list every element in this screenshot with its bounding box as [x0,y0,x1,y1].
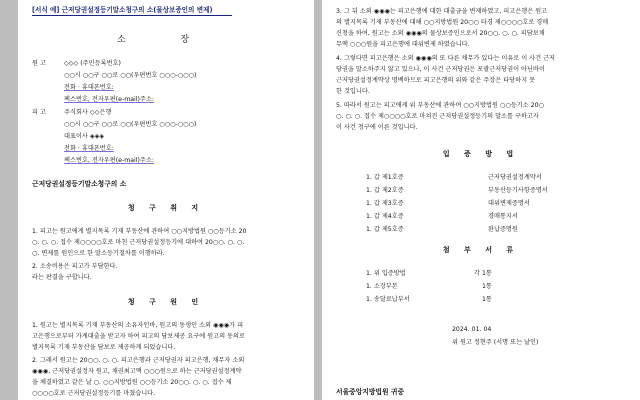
cause-line: ◉◉◉, 근저당권설정자 원고, 채권최고액 ○○○원으로 하는 근저당권설정계약 [32,368,242,375]
doc-title: 소 장 [116,35,216,45]
cause-heading: 청 구 원 인 [127,298,205,306]
cause-line: ○○○○호로 근저당권설정등기를 마쳤습니다. [32,390,156,397]
cause-line: 2. 그래서 원고는 20○○. ○. ○. 피고은행과 근저당권자 피고은행, 채무자 소외 [32,357,245,364]
cause-line: 고은행으로부터 가계대출을 받고자 하여 피고의 담보제공 요구에 원고의 동의로 [32,333,245,340]
evidence-no: 1. 갑 제1호증 [366,174,404,181]
cause-line: 의 별지목록 기재 부동산에 대해 ○○지방법원 20○○ 타경 제○○○○호로 경매 [336,19,549,26]
defendant-phone: 전화 · 휴대폰번호: [64,145,114,152]
claim-line: 2. 소송비용은 피고가 부담한다. [32,263,118,270]
court-name: 서울중앙지방법원 귀중 [336,388,405,396]
attachment-count: 각 1통 [474,270,492,277]
cause-line: 을 체결하였고 같은 날 ○. ○○지방법원 ○○등기소 20○○. ○. ○. 접수 제 [32,379,232,386]
evidence-name: 근저당권설정계약서 [488,174,542,181]
title-rule [32,15,232,16]
claim-line: 라는 판결을 구합니다. [32,274,92,281]
cause-line: 신청을 하여, 원고는 소외 ◉◉◉의 물상보증인으로서 20○○. ○. ○. 피담보채 [336,30,545,37]
evidence-name: 완납증명원 [488,226,518,233]
form-title: [서식 예] 근저당권설정등기말소청구의 소(물상보증인의 변제) [32,6,232,16]
cause-line: 근저당권설정계약상 명백하므로 피고은행의 위와 같은 주장은 타당하지 못 [336,77,536,84]
plaintiff-phone: 전화 · 휴대폰번호: [64,84,114,91]
document-page-left [18,0,314,400]
claim-line: ○. 변제를 원인으로 한 말소등기절차를 이행하라. [32,250,165,257]
cause-line: 무액 ○○○원을 피고은행에 대위변제 하였습니다. [336,41,470,48]
plaintiff-name: ◇◇◇ (주민등록번호) [64,60,121,67]
document-page-right [322,0,640,400]
attachment-count: 1통 [482,296,492,303]
cause-line: 4. 그렇다면 피고은행은 소외 ◉◉◉의 또 다른 채무가 있다는 이유로 이 사건 근저 [336,55,556,62]
cause-line: 당권을 말소하주지 않고 있으나, 이 사건 근저당권은 포괄근저당권이 아닌바이 [336,66,545,73]
claim-line: ○. ○. ○. 접수 제○○○○호로 마친 근저당권설정등기에 대하여 20○○. ○. ○. [32,239,245,246]
evidence-name: 부동산등기사항증명서 [488,187,548,194]
cause-line: 5. 따라서 원고는 피고에게 위 부동산에 관하여 ○○지방법원 ○○등기소 20○ [336,102,544,109]
claim-heading: 청 구 취 지 [127,204,205,212]
plaintiff-address: ○○시 ○○구 ○○로 ○○(우편번호 ○○○-○○○) [64,72,197,79]
attachment-name: 1. 위 입증방법 [366,270,406,277]
defendant-name: 주식회사 ◇◇은행 [64,109,112,116]
plaintiff-fax: 팩스번호, 전자우편(e-mail)주소: [64,96,154,103]
cause-line: 별지목록 기재 부동산을 담보로 제공하게 되었습니다. [32,344,176,351]
evidence-name: 경매통지서 [488,213,518,220]
cause-line: 3. 그 뒤 소외 ◉◉◉는 피고은행에 대한 대출금을 변제하였고, 피고은행은 원고 [336,8,548,15]
defendant-label: 피 고 [32,109,46,116]
defendant-representative: 대표이사 ◈◈◈ [64,133,105,140]
cause-line: ○. ○. ○. 접수 제○○○○호로 마쳐진 근저당권설정등기의 말소를 구하고자 [336,113,539,120]
evidence-no: 1. 갑 제2호증 [366,187,404,194]
evidence-name: 대위변제증명서 [488,200,530,207]
plaintiff-label: 원 고 [32,60,46,67]
signature-line: 위 원고 정현주 (서명 또는 날인) [452,339,539,346]
cause-line: 한 것입니다. [336,88,370,95]
case-title: 근저당권설정등기말소청구의 소 [32,180,127,188]
defendant-fax: 팩스번호, 전자우편(e-mail)주소: [64,157,154,164]
filing-date: 2024. 01. 04 [452,326,492,333]
cause-line: 1. 원고는 별지목록 기재 부동산의 소유자인바, 원고의 동생인 소외 ◉◉◉가 피 [32,322,244,329]
evidence-heading: 입 증 방 법 [442,150,520,158]
evidence-no: 1. 갑 제4호증 [366,213,404,220]
attachment-name: 1. 소장부본 [366,283,398,290]
attachment-count: 1통 [482,283,492,290]
attachments-heading: 첨 부 서 류 [442,246,520,254]
evidence-no: 1. 갑 제3호증 [366,200,404,207]
cause-line: 이 사건 청구에 이른 것입니다. [336,124,418,131]
evidence-no: 1. 갑 제5호증 [366,226,404,233]
attachment-name: 1. 송달료납부서 [366,296,410,303]
defendant-address: ○○시 ○○구 ○○로 ○○(우편번호 ○○○-○○○) [64,121,197,128]
claim-line: 1. 피고는 원고에게 별지목록 기재 부동산에 관하여 ○○지방법원 ○○등기소 20 [32,228,247,235]
